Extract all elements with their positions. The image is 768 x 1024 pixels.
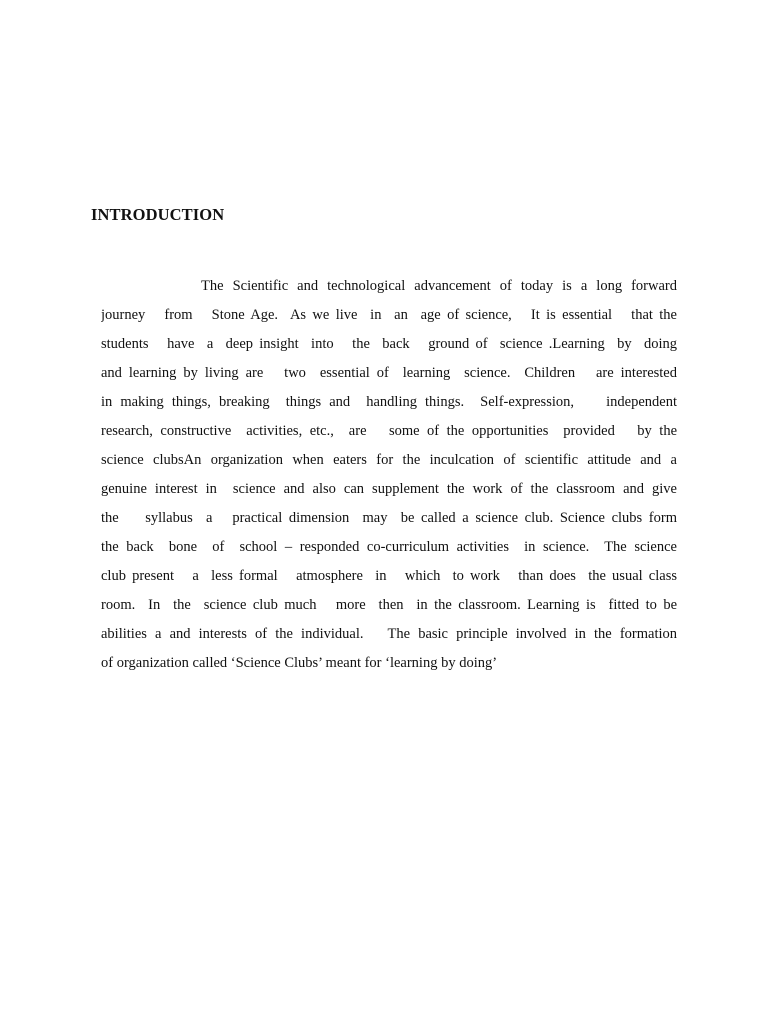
paragraph-line: of organization called ‘Science Clubs’ meant for ‘learning by doing’ <box>101 655 498 671</box>
paragraph-line: students have a deep insight into the back ground of science .Learning by doing <box>101 336 677 352</box>
paragraph-line: in making things, breaking things and handling things. Self-expression, independent <box>101 394 677 410</box>
paragraph-line: the syllabus a practical dimension may be called a science club. Science clubs form <box>101 510 677 526</box>
paragraph-line: club present a less formal atmosphere in which to work than does the usual class <box>101 568 677 584</box>
paragraph-line: abilities a and interests of the individual. The basic principle involved in the formation <box>101 626 677 642</box>
paragraph-line: and learning by living are two essential of learning science. Children are interested <box>101 365 677 381</box>
paragraph-line: room. In the science club much more then in the classroom. Learning is fitted to be <box>101 597 677 613</box>
paragraph-line: science clubsAn organization when eaters for the inculcation of scientific attitude and a <box>101 452 677 468</box>
paragraph-line: research, constructive activities, etc., are some of the opportunities provided by the <box>101 423 677 439</box>
paragraph-line: The Scientific and technological advancement of today is a long forward <box>201 278 677 294</box>
introduction-paragraph <box>101 274 677 680</box>
section-heading: INTRODUCTION <box>91 205 225 224</box>
paragraph-line: genuine interest in science and also can supplement the work of the classroom and give <box>101 481 677 497</box>
paragraph-line: journey from Stone Age. As we live in an age of science, It is essential that the <box>101 307 677 323</box>
paragraph-line: the back bone of school – responded co-curriculum activities in science. The science <box>101 539 677 555</box>
